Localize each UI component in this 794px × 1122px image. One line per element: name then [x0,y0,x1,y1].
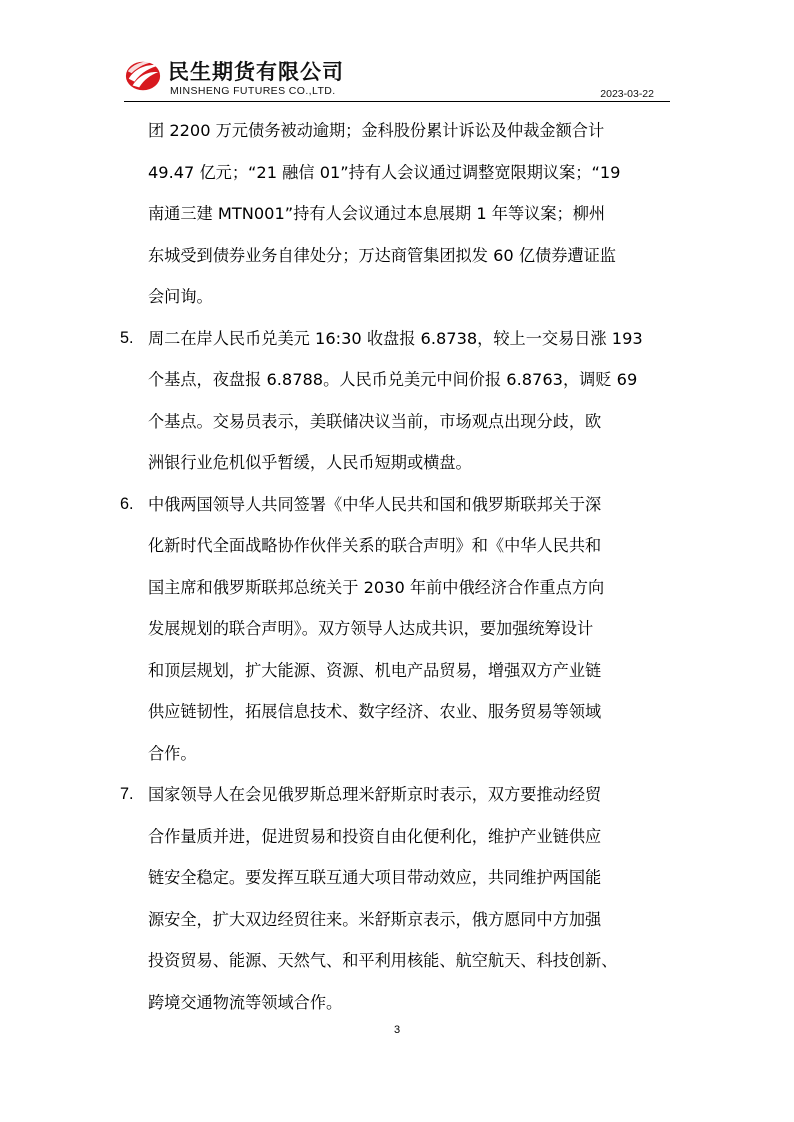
page-number: 3 [393,1024,401,1036]
text-line: 洲银行业危机似乎暂缓，人民币短期或横盘。 [148,453,472,472]
text-line: 会问询。 [148,287,213,306]
company-name-en: MINSHENG FUTURES CO.,LTD. [170,85,336,97]
text-line: 投资贸易、能源、天然气、和平利用核能、航空航天、科技创新、 [148,951,618,970]
text-line: 化新时代全面战略协作伙伴关系的联合声明》和《中华人民共和 [148,536,602,555]
text-line: 和顶层规划，扩大能源、资源、机电产品贸易，增强双方产业链 [148,660,602,680]
text-line: 合作量质并进，促进贸易和投资自由化便利化，维护产业链供应 [148,826,602,846]
report-date: 2023-03-22 [600,88,654,100]
minsheng-logo-icon [124,56,162,94]
text-line: 源安全，扩大双边经贸往来。米舒斯京表示，俄方愿同中方加强 [148,909,602,929]
header-divider [124,101,670,102]
text-line: 团 2200 万元债务被动逾期；金科股份累计诉讼及仲裁金额合计 [148,121,605,140]
text-line: 个基点。交易员表示，美联储决议当前，市场观点出现分歧，欧 [148,411,602,431]
company-name-cn: 民生期货有限公司 [168,60,344,84]
paragraph-continued [120,110,676,318]
text-line: 49.47 亿元；“21 融信 01”持有人会议通过调整宽限期议案；“19 [148,162,621,182]
text-line: 国家领导人在会见俄罗斯总理米舒斯京时表示，双方要推动经贸 [148,785,602,804]
page-header [124,56,670,102]
text-line: 中俄两国领导人共同签署《中华人民共和国和俄罗斯联邦关于深 [148,494,602,514]
text-line: 周二在岸人民币兑美元 16:30 收盘报 6.8738，较上一交易日涨 193 [148,328,643,348]
text-line: 个基点，夜盘报 6.8788。人民币兑美元中间价报 6.8763，调贬 69 [148,370,638,389]
document-body [120,110,676,1023]
text-line: 南通三建 MTN001”持有人会议通过本息展期 1 年等议案；柳州 [148,204,606,223]
list-number: 6. [120,494,134,513]
text-line: 东城受到债券业务自律处分；万达商管集团拟发 60 亿债券遭证监 [148,245,616,265]
list-item-6 [120,484,676,775]
list-item-5 [120,318,676,484]
text-line: 合作。 [148,743,197,763]
list-item-7 [120,774,676,1023]
text-line: 链安全稳定。要发挥互联互通大项目带动效应，共同维护两国能 [148,868,602,887]
text-line: 跨境交通物流等领域合作。 [148,992,343,1012]
list-number: 7. [120,785,134,803]
list-number: 5. [120,328,134,347]
text-line: 国主席和俄罗斯联邦总统关于 2030 年前中俄经济合作重点方向 [148,577,605,597]
text-line: 发展规划的联合声明》。双方领导人达成共识，要加强统筹设计 [148,619,594,638]
text-line: 供应链韧性，拓展信息技术、数字经济、农业、服务贸易等领域 [148,702,602,721]
